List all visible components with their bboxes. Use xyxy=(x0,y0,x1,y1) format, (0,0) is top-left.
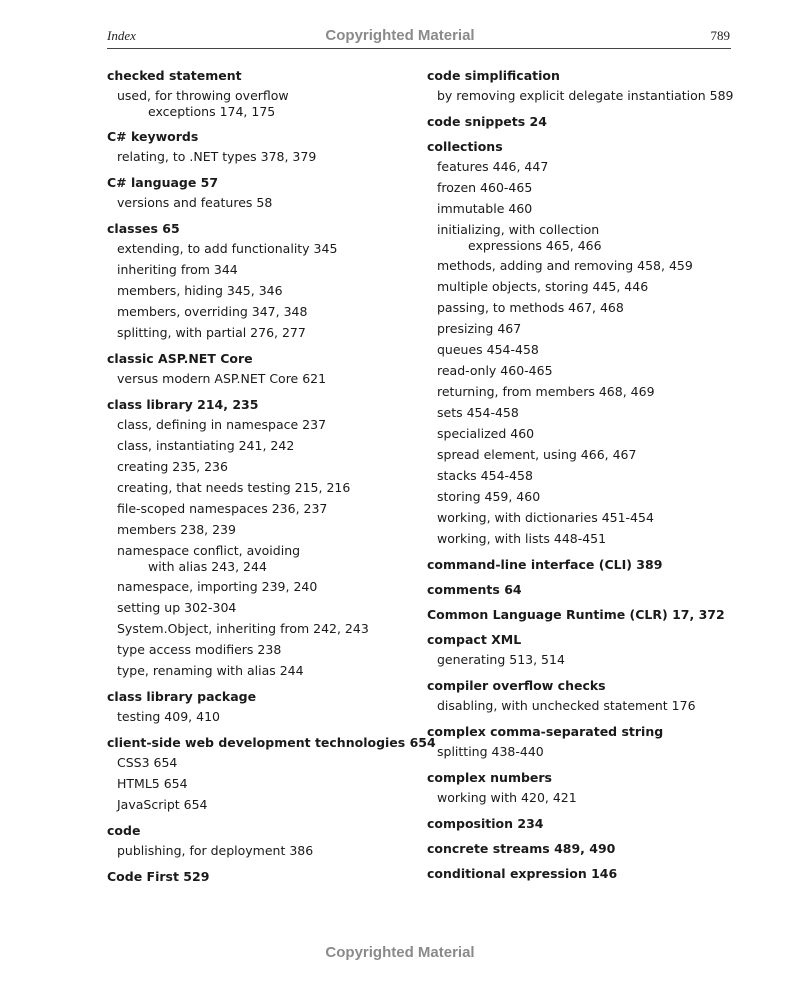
index-heading: concrete streams 489, 490 xyxy=(427,841,616,856)
index-entry xyxy=(427,722,737,762)
index-subentry: storing 459, 460 xyxy=(437,489,541,504)
index-column-right xyxy=(427,66,737,883)
index-subentry: creating, that needs testing 215, 216 xyxy=(117,480,351,495)
index-heading: complex comma-separated string xyxy=(427,724,664,739)
index-subentry: versus modern ASP.NET Core 621 xyxy=(117,371,327,386)
index-heading: classic ASP.NET Core xyxy=(107,351,253,366)
index-heading: Code First 529 xyxy=(107,869,210,884)
index-subentry: working, with lists 448-451 xyxy=(437,531,607,546)
index-subentry: extending, to add functionality 345 xyxy=(117,241,338,256)
index-subentry: class, defining in namespace 237 xyxy=(117,417,327,432)
index-subentry: namespace conflict, avoiding xyxy=(117,543,301,558)
index-subentry: frozen 460-465 xyxy=(437,180,533,195)
copyright-watermark-bottom: Copyrighted Material xyxy=(325,944,475,961)
index-heading: compiler overflow checks xyxy=(427,678,606,693)
index-subentry: features 446, 447 xyxy=(437,159,549,174)
index-subentry: class, instantiating 241, 242 xyxy=(117,438,295,453)
index-subentry: stacks 454-458 xyxy=(437,468,533,483)
page-number: 789 xyxy=(710,28,730,43)
index-heading: code xyxy=(107,823,141,838)
index-subentry: by removing explicit delegate instantiation 589 xyxy=(437,88,734,103)
index-subentry: testing 409, 410 xyxy=(117,709,220,724)
index-entry xyxy=(107,733,436,815)
index-entry xyxy=(427,580,737,599)
index-subentry: creating 235, 236 xyxy=(117,459,228,474)
index-heading: composition 234 xyxy=(427,816,544,831)
index-heading: classes 65 xyxy=(107,221,180,236)
index-subentry: used, for throwing overflow xyxy=(117,88,289,103)
index-subentry: type access modifiers 238 xyxy=(117,642,282,657)
index-heading: collections xyxy=(427,139,503,154)
index-subentry: CSS3 654 xyxy=(117,755,178,770)
index-subentry: inheriting from 344 xyxy=(117,262,238,277)
index-entry xyxy=(107,867,407,886)
index-subentry: passing, to methods 467, 468 xyxy=(437,300,624,315)
index-entry xyxy=(427,676,737,716)
index-heading: code snippets 24 xyxy=(427,114,547,129)
index-subentry: relating, to .NET types 378, 379 xyxy=(117,149,317,164)
index-subentry: spread element, using 466, 467 xyxy=(437,447,637,462)
index-heading: comments 64 xyxy=(427,582,522,597)
index-entry xyxy=(107,687,407,727)
index-subentry: HTML5 654 xyxy=(117,776,188,791)
index-heading: class library package xyxy=(107,689,257,704)
index-subentry-continuation: exceptions 174, 175 xyxy=(148,104,276,119)
index-entry xyxy=(107,821,407,861)
index-subentry: splitting, with partial 276, 277 xyxy=(117,325,306,340)
index-subentry: immutable 460 xyxy=(437,201,533,216)
index-heading: client-side web development technologies 654 xyxy=(107,735,436,750)
index-subentry: methods, adding and removing 458, 459 xyxy=(437,258,693,273)
index-entry xyxy=(427,112,737,131)
index-entry xyxy=(107,219,407,343)
header-rule xyxy=(107,48,731,49)
index-subentry: sets 454-458 xyxy=(437,405,519,420)
index-subentry-continuation: with alias 243, 244 xyxy=(148,559,267,574)
index-subentry: setting up 302-304 xyxy=(117,600,237,615)
index-subentry: working, with dictionaries 451-454 xyxy=(437,510,654,525)
index-subentry: working with 420, 421 xyxy=(437,790,577,805)
index-subentry: read-only 460-465 xyxy=(437,363,553,378)
index-subentry: splitting 438-440 xyxy=(437,744,544,759)
index-subentry: file-scoped namespaces 236, 237 xyxy=(117,501,328,516)
index-subentry: specialized 460 xyxy=(437,426,535,441)
index-subentry: multiple objects, storing 445, 446 xyxy=(437,279,649,294)
copyright-watermark-top: Copyrighted Material xyxy=(325,27,475,44)
index-heading: compact XML xyxy=(427,632,522,647)
index-heading: code simplification xyxy=(427,68,560,83)
index-entry xyxy=(427,768,737,808)
index-entry xyxy=(427,605,737,624)
index-entry xyxy=(107,349,407,389)
index-heading: Common Language Runtime (CLR) 17, 372 xyxy=(427,607,725,622)
index-subentry: System.Object, inheriting from 242, 243 xyxy=(117,621,369,636)
index-heading: checked statement xyxy=(107,68,242,83)
index-entry xyxy=(107,66,407,121)
index-subentry: JavaScript 654 xyxy=(117,797,208,812)
index-subentry: publishing, for deployment 386 xyxy=(117,843,314,858)
index-subentry: disabling, with unchecked statement 176 xyxy=(437,698,696,713)
index-heading: C# language 57 xyxy=(107,175,219,190)
index-entry xyxy=(427,555,737,574)
index-entry xyxy=(107,127,407,167)
index-subentry: queues 454-458 xyxy=(437,342,539,357)
index-subentry-continuation: expressions 465, 466 xyxy=(468,238,602,253)
index-entry xyxy=(427,66,737,106)
index-subentry: initializing, with collection xyxy=(437,222,600,237)
index-heading: conditional expression 146 xyxy=(427,866,618,881)
index-subentry: returning, from members 468, 469 xyxy=(437,384,655,399)
index-heading: command-line interface (CLI) 389 xyxy=(427,557,663,572)
index-heading: C# keywords xyxy=(107,129,199,144)
index-entry xyxy=(427,839,737,858)
index-subentry: namespace, importing 239, 240 xyxy=(117,579,318,594)
index-column-left xyxy=(107,66,436,886)
index-subentry: members, overriding 347, 348 xyxy=(117,304,308,319)
index-heading: complex numbers xyxy=(427,770,552,785)
index-subentry: presizing 467 xyxy=(437,321,522,336)
index-heading: class library 214, 235 xyxy=(107,397,259,412)
index-subentry: versions and features 58 xyxy=(117,195,273,210)
index-entry xyxy=(107,395,407,681)
index-entry xyxy=(427,864,737,883)
index-subentry: members 238, 239 xyxy=(117,522,236,537)
running-head-section: Index xyxy=(107,28,136,43)
index-entry xyxy=(427,137,737,549)
index-subentry: generating 513, 514 xyxy=(437,652,565,667)
index-subentry: members, hiding 345, 346 xyxy=(117,283,283,298)
index-entry xyxy=(107,173,407,213)
index-entry xyxy=(427,814,737,833)
index-subentry: type, renaming with alias 244 xyxy=(117,663,304,678)
index-entry xyxy=(427,630,737,670)
